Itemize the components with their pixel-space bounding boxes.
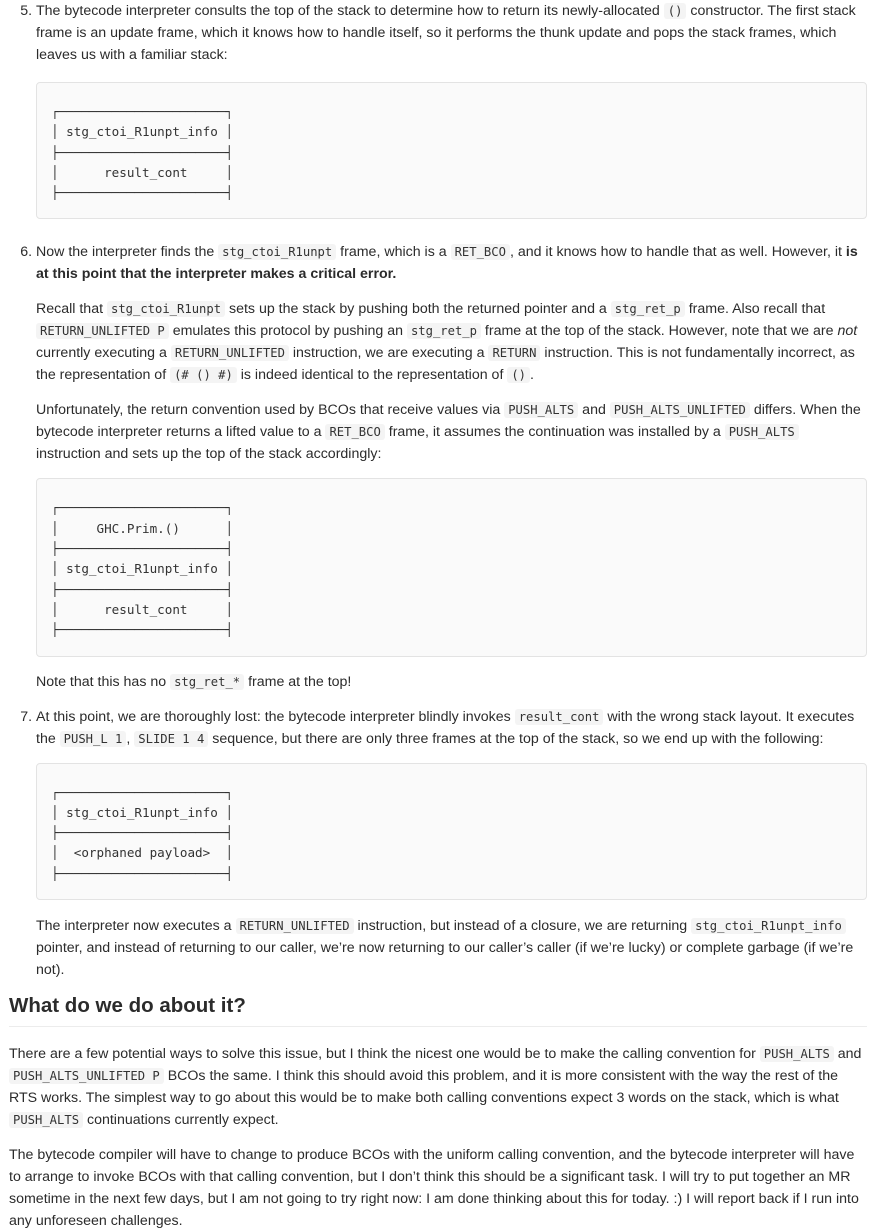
text-span: frame at the top! [244, 673, 352, 690]
inline-code: stg_ctoi_R1unpt [218, 244, 336, 260]
text-span: At this point, we are thoroughly lost: the bytecode interpreter blindly invokes [36, 708, 515, 725]
inline-code: PUSH_ALTS [504, 402, 578, 418]
text-span: and [578, 402, 610, 419]
inline-code: RET_BCO [451, 244, 510, 260]
inline-code: SLIDE 1 4 [134, 731, 208, 747]
inline-code: RETURN_UNLIFTED P [36, 323, 169, 339]
text-span: Note that this has no [36, 673, 171, 690]
text-span: The bytecode interpreter consults the top of the stack to determine how to return its newly-allocated [36, 3, 664, 19]
section-paragraph-2: The bytecode compiler will have to change to produce BCOs with the uniform calling convention, and the bytecode interpreter will have to arrange to invoke BCOs with that calling convention, but I don’t think this should be a significant task. I will try to put together an MR sometime in the next few days, but I am not going to try right now: I am done thinking about this for today. :) I will report back if I run into any unforeseen challenges. [9, 1147, 859, 1230]
text-span: instruction, we are executing a [288, 345, 489, 362]
text-span: pointer, and instead of returning to our caller, we’re now returning to our caller’s caller (if we’re lucky) or complete garbage (if we’re not). [36, 940, 854, 979]
text-span: differs. When the bytecode interpreter returns a lifted value to a [36, 402, 861, 441]
inline-code: PUSH_L 1 [60, 731, 127, 747]
text-span: emulates this protocol by pushing an [168, 323, 407, 340]
item6-paragraph-1 [36, 241, 867, 285]
text-span: and [833, 1046, 862, 1063]
section-heading: What do we do about it? [9, 994, 867, 1027]
italic-text: not [837, 323, 858, 340]
inline-code: result_cont [515, 709, 604, 725]
text-span: Recall that [36, 301, 107, 318]
text-span: , and it knows how to handle that as well. However, it [509, 244, 846, 261]
text-span: with the wrong stack layout. It executes the [36, 708, 855, 747]
inline-code: PUSH_ALTS [9, 1112, 83, 1128]
inline-code: PUSH_ALTS_UNLIFTED [610, 402, 750, 418]
inline-code: RET_BCO [325, 424, 384, 440]
list-item-6 [36, 241, 867, 692]
stack-diagram-2: ┌──────────────────────┐ │ GHC.Prim.() │ ├──────────────────────┤ │ stg_ctoi_R1unpt_info │ ├──────────────────────┤ │ result_cont │ ├──────────────────────┤ [36, 478, 867, 656]
text-span: , [126, 730, 135, 747]
text-span: instruction, but instead of a closure, we are returning [353, 918, 692, 935]
item5-paragraph [36, 0, 867, 66]
inline-code: RETURN_UNLIFTED [171, 345, 289, 361]
text-span: continuations currently expect. [83, 1112, 279, 1129]
text-span: . [530, 367, 534, 384]
text-span: currently executing a [36, 345, 171, 362]
inline-code: PUSH_ALTS [760, 1046, 834, 1062]
stack-diagram-3: ┌──────────────────────┐ │ stg_ctoi_R1unpt_info │ ├──────────────────────┤ │ <orphaned payload> │ ├──────────────────────┤ [36, 763, 867, 900]
item6-paragraph-2 [36, 298, 867, 386]
text-span: is indeed identical to the representation of [236, 367, 508, 384]
inline-code: PUSH_ALTS [725, 424, 799, 440]
inline-code: stg_ret_* [170, 674, 244, 690]
item6-paragraph-4 [36, 671, 867, 693]
numbered-list [9, 0, 867, 981]
inline-code: RETURN [488, 345, 540, 361]
item6-paragraph-3 [36, 399, 867, 465]
text-span: frame. Also recall that [684, 301, 826, 318]
inline-code: stg_ret_p [407, 323, 481, 339]
text-span: constructor. The first stack frame is an update frame, which it knows how to handle itself, so it performs the thunk update and pops the stack frames, which leaves us with a familiar stack: [36, 3, 856, 63]
inline-code: stg_ret_p [611, 301, 685, 317]
inline-code: () [664, 3, 687, 19]
inline-code: () [507, 367, 530, 383]
text-span: frame, which is a [336, 244, 451, 261]
list-item-7 [36, 706, 867, 981]
item7-paragraph-2 [36, 915, 867, 981]
bold-text: is at this point that the interpreter makes a critical error. [36, 244, 858, 283]
text-span: The interpreter now executes a [36, 918, 236, 935]
inline-code: (# () #) [170, 367, 237, 383]
text-span: instruction and sets up the top of the stack accordingly: [36, 446, 382, 463]
text-span: Now the interpreter finds the [36, 244, 219, 261]
inline-code: stg_ctoi_R1unpt_info [691, 918, 846, 934]
inline-code: RETURN_UNLIFTED [236, 918, 354, 934]
text-span: instruction. This is not fundamentally incorrect, as the representation of [36, 345, 855, 384]
section-paragraph-1 [9, 1043, 867, 1131]
text-span: BCOs the same. I think this should avoid this problem, and it is more consistent with the way the rest of the RTS works. The simplest way to go about this would be to make both calling conventions expect 3 words on the stack, which is what [9, 1068, 839, 1107]
inline-code: PUSH_ALTS_UNLIFTED P [9, 1068, 164, 1084]
item7-paragraph-1 [36, 706, 867, 750]
stack-diagram-1: ┌──────────────────────┐ │ stg_ctoi_R1unpt_info │ ├──────────────────────┤ │ result_cont │ ├──────────────────────┤ [36, 82, 867, 219]
list-item-5 [36, 0, 867, 219]
inline-code: stg_ctoi_R1unpt [107, 301, 225, 317]
text-span: There are a few potential ways to solve this issue, but I think the nicest one would be to make the calling convention for [9, 1046, 760, 1063]
text-span: frame at the top of the stack. However, note that we are [480, 323, 838, 340]
text-span: sets up the stack by pushing both the returned pointer and a [225, 301, 611, 318]
text-span: Unfortunately, the return convention used by BCOs that receive values via [36, 402, 505, 419]
text-span: frame, it assumes the continuation was installed by a [384, 424, 725, 441]
text-span: sequence, but there are only three frames at the top of the stack, so we end up with the following: [208, 730, 824, 747]
